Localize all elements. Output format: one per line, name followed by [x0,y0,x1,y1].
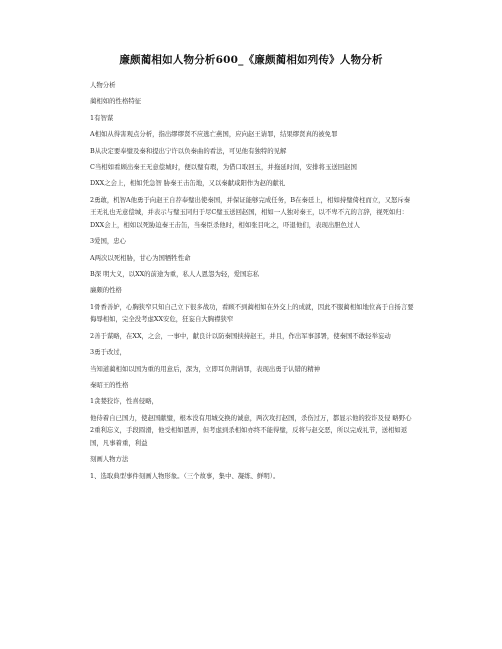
paragraph: C当相如看顾出秦王无意偿城时，便以璧有瑕，为借口取回玉，并拖延时间，安排将玉送回赵国 [90,162,357,171]
section-heading: 人物分析 [90,81,116,89]
paragraph: DXX之会上，相如凭急智 胁秦王击缶地，又以秦献咸阳作为赵的献礼 [90,179,286,188]
paragraph: 2勇敢，机智A他勇于向赵王自荐奉璧出使秦国，并保证能够完成任务，B在秦廷上，相如持璧倚柱而立，又怒斥秦王无礼也无意偿城，并表示与璧玉同归于尽C璧玉送回赵国，相如一人独对秦王，以不卑不亢的言辞，视死如归：DXX会上，相如以死胁迫秦王击缶，当秦臣杀他时，相如张目叱之，吓退他们，表现出胆色过人 [90,195,411,229]
paragraph: 3爱国，忠心 [90,237,127,246]
paragraph: B从决定要奉璧及秦和提出宁许以负秦曲的看法，可见他有独特的见解 [90,146,287,155]
page-title: 廉颇蔺相如人物分析600_《廉颇蔺相如列传》人物分析 [119,54,383,66]
section-heading: 刻画人物方法 [90,455,129,464]
paragraph: 2善于谋略，在XX，之会，一事中，献良计以防秦国挟持赵王，并且，作出军事部署，使秦国不敢轻举妄动 [90,331,391,340]
paragraph: 1骨香善妒，心胸狭窄只知自己立下很多战功，看顾不到蔺相如在外交上的成就，因此不服蔺相如地位高于自扬言要侮辱相如，完全没考虑XX安危，狂妄自大胸襟狭窄 [90,302,414,324]
paragraph: B深 明大义，以XX的前途为重，私人人恩怨为轻，爱国忘私 [90,270,260,279]
section-heading: 蔺相如的性格特征 [90,97,142,106]
paragraph: 当知道蔺相如以国为重的用意后，深为，立即耳负荆请罪，表现出勇于认错的精神 [90,364,321,373]
paragraph: 3勇于改过， [90,348,127,357]
paragraph: A相如从得害观点分析，指出缪缪贤不应逃亡燕国，应向赵王请罪，结果缪贤真的被免罪 [90,130,338,139]
paragraph: 1、选取典型事件刻画人物形象。（三个故事，集中、凝练、鲜明）。 [90,471,280,480]
paragraph: A两次以死相胁，甘心为国牺牲性命 [90,253,191,262]
section-heading: 秦昭王的性格 [90,381,129,390]
document-body [90,79,414,486]
paragraph: 1贪婪狡诈，性喜侵略， [90,397,158,406]
section-heading: 廉颇的性格 [90,286,122,295]
paragraph: 1有智谋 [90,113,114,122]
paragraph: 他侍着自已国力，使赵国献璧，根本没有用城交换的诚意，两次攻打赵国，杀伤过万，都显示他的狡诈及侵 略野心2重利忘义，手段圆滑，他受相如恩弄，但考虑到杀相如亦终不能得璧，反将与赵交恶，所以完成礼节，送相如返国，凡事着重，利益 [90,413,412,447]
